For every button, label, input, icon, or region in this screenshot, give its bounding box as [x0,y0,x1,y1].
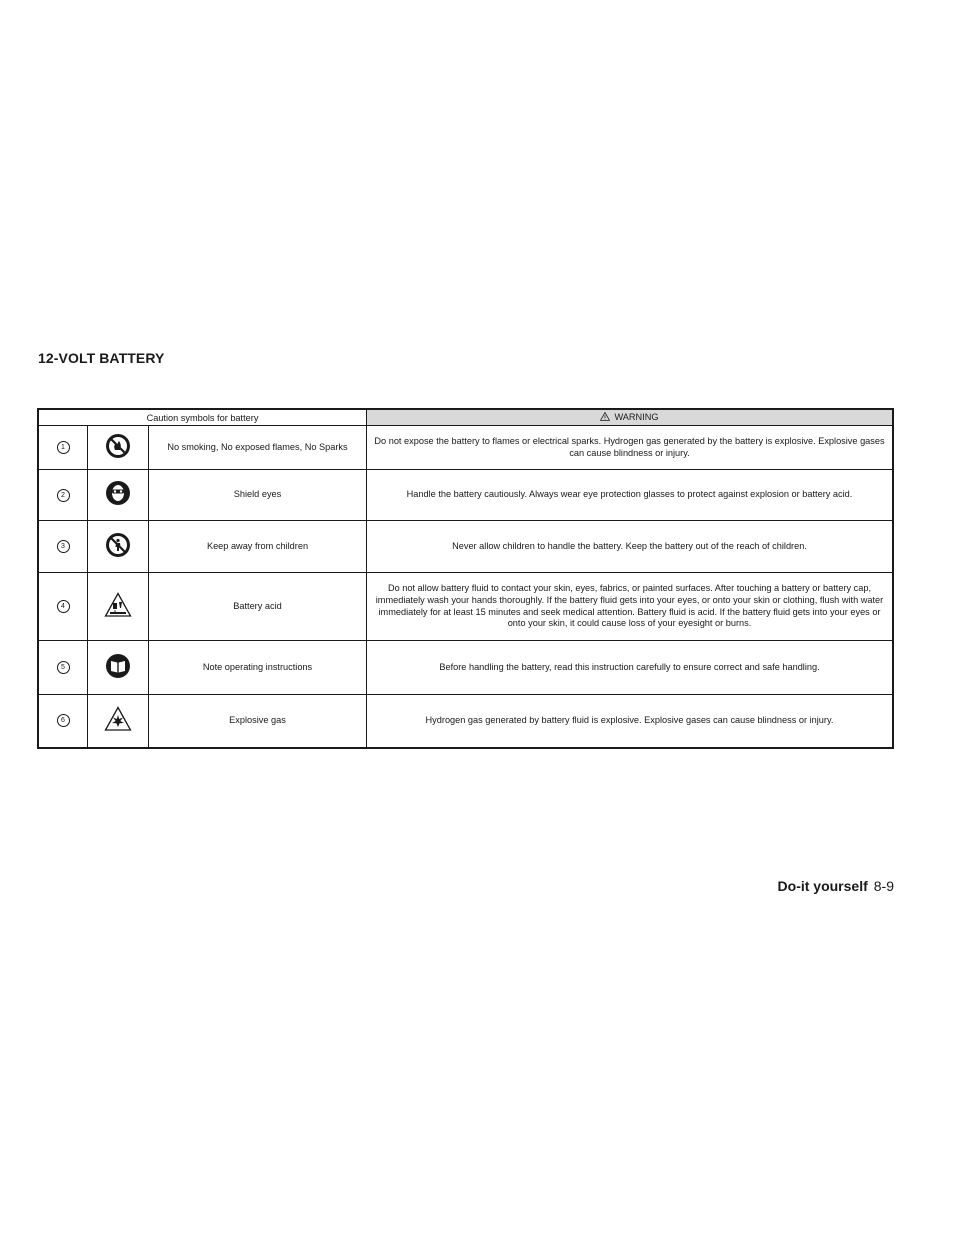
symbol-cell [88,521,149,573]
symbol-label: No smoking, No exposed flames, No Sparks [149,426,367,470]
table-row [38,521,893,573]
battery-acid-icon [104,592,132,618]
no-smoking-flames-sparks-icon [105,433,131,459]
symbol-label: Shield eyes [149,470,367,521]
shield-eyes-icon [105,480,131,506]
warning-text: Hydrogen gas generated by battery fluid is explosive. Explosive gases can cause blindness or injury. [367,695,894,748]
row-number: 5 [38,641,88,695]
symbol-label: Note operating instructions [149,641,367,695]
symbol-label: Explosive gas [149,695,367,748]
row-number: 1 [38,426,88,470]
row-number: 3 [38,521,88,573]
symbol-cell [88,641,149,695]
row-number: 4 [38,573,88,641]
symbol-label: Battery acid [149,573,367,641]
operating-instructions-icon [105,653,131,679]
warning-triangle-icon [600,412,610,421]
warning-text: Never allow children to handle the battery. Keep the battery out of the reach of children. [367,521,894,573]
symbol-cell [88,695,149,748]
symbol-cell [88,470,149,521]
caution-symbols-header: Caution symbols for battery [38,409,367,426]
warning-label: WARNING [614,411,659,422]
explosive-gas-icon [104,706,132,732]
table-row [38,426,893,470]
warning-text: Handle the battery cautiously. Always wear eye protection glasses to protect against explosion or battery acid. [367,470,894,521]
symbol-cell [88,426,149,470]
warning-text: Before handling the battery, read this instruction carefully to ensure correct and safe handling. [367,641,894,695]
table-row [38,695,893,748]
section-title: 12-VOLT BATTERY [38,350,165,366]
table-row [38,470,893,521]
warning-header [367,409,894,426]
keep-away-children-icon [105,532,131,558]
symbol-cell [88,573,149,641]
warning-text: Do not allow battery fluid to contact your skin, eyes, fabrics, or painted surfaces. After touching a battery or battery cap, immediately wash your hands thoroughly. If the battery fluid gets into your eyes, or onto your skin or clothing, flush with water immediately for at least 15 minutes and seek medical attention. Battery fluid is acid. If the battery fluid gets into your eyes or onto your skin, it could cause loss of your eyesight or burns. [367,573,894,641]
page-footer [778,878,894,894]
row-number: 2 [38,470,88,521]
warning-text: Do not expose the battery to flames or electrical sparks. Hydrogen gas generated by the battery is explosive. Explosive gases can cause blindness or injury. [367,426,894,470]
battery-caution-table [37,408,894,749]
symbol-label: Keep away from children [149,521,367,573]
table-header-row [38,409,893,426]
row-number: 6 [38,695,88,748]
table-row [38,641,893,695]
page-number: 8-9 [873,878,894,894]
chapter-name: Do-it yourself [777,878,868,894]
table-row [38,573,893,641]
